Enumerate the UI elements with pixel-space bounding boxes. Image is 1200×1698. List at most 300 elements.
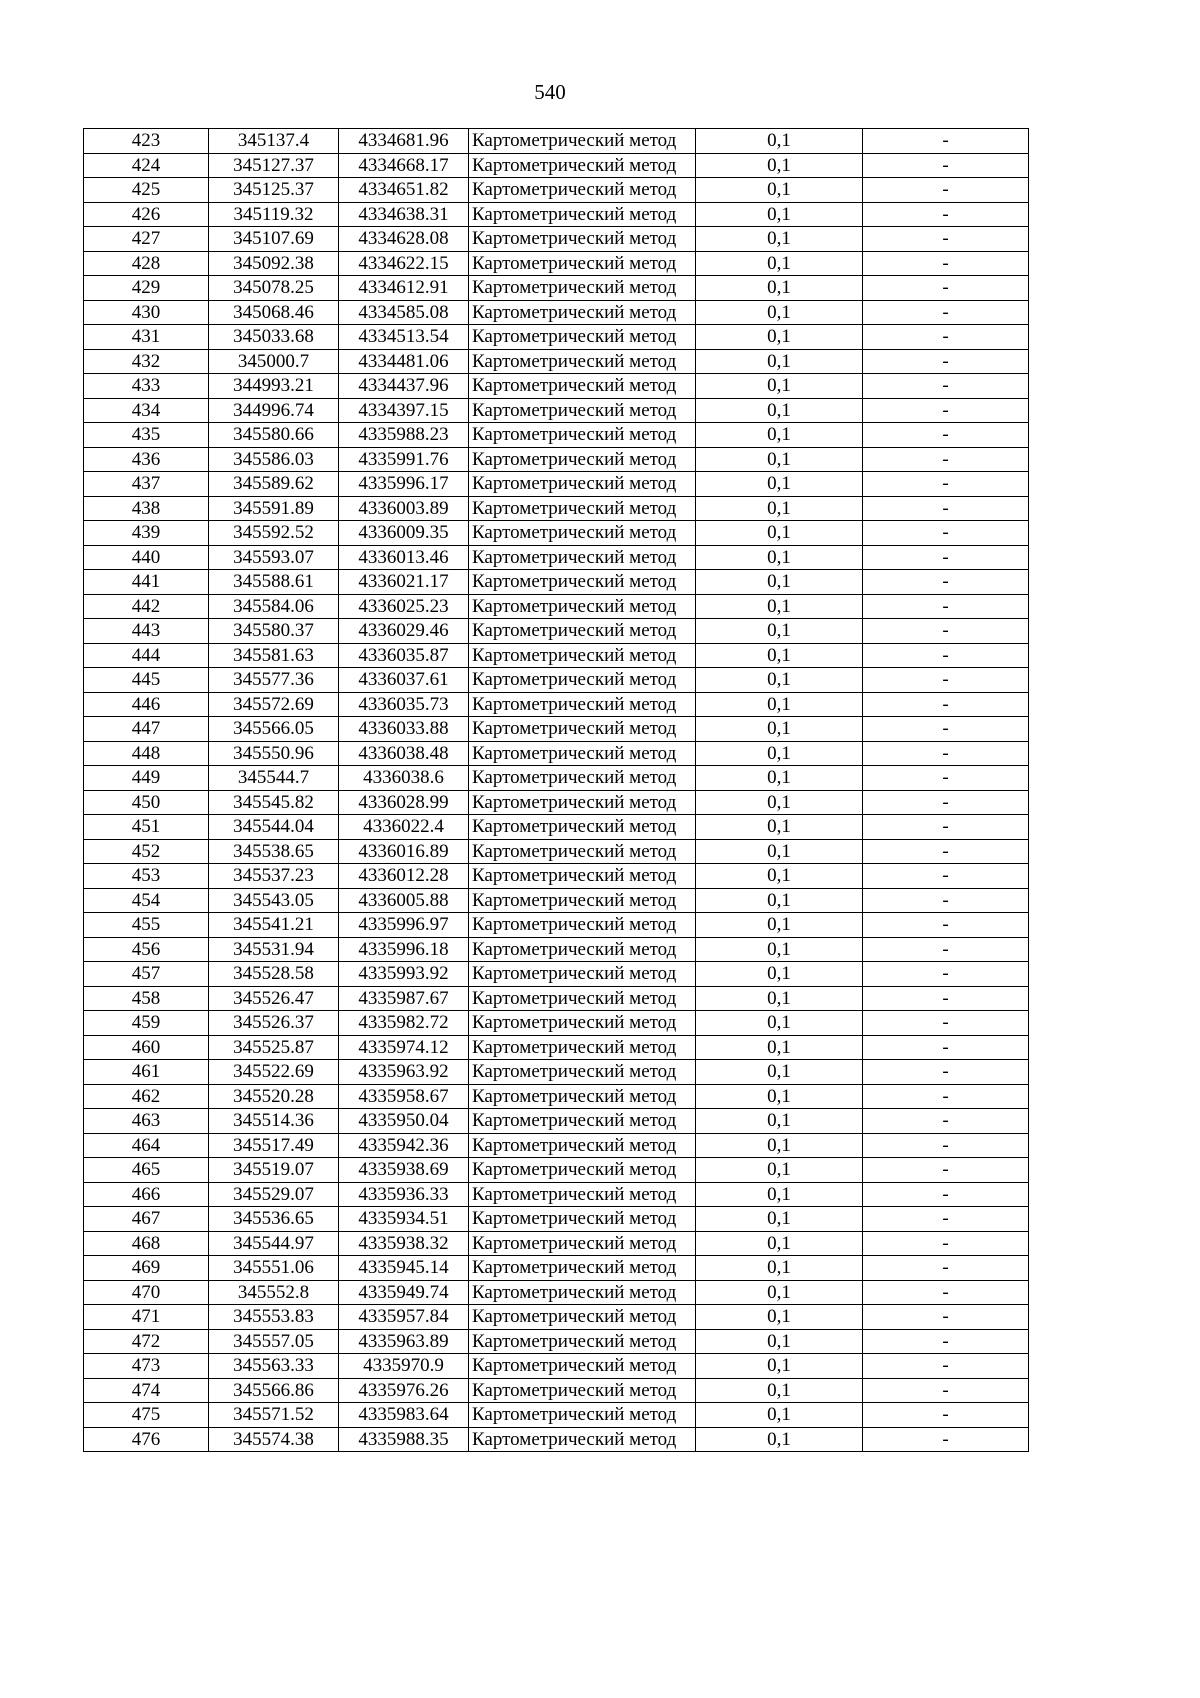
y-coordinate-cell: 4335976.26 <box>339 1378 469 1403</box>
method-cell: Картометрический метод <box>469 1280 696 1305</box>
method-cell: Картометрический метод <box>469 643 696 668</box>
note-cell: - <box>863 864 1029 889</box>
table-row <box>84 815 1029 840</box>
y-coordinate-cell: 4335942.36 <box>339 1133 469 1158</box>
note-cell: - <box>863 374 1029 399</box>
y-coordinate-cell: 4335938.69 <box>339 1158 469 1183</box>
x-coordinate-cell: 345581.63 <box>209 643 339 668</box>
method-cell: Картометрический метод <box>469 1305 696 1330</box>
note-cell: - <box>863 1280 1029 1305</box>
y-coordinate-cell: 4334437.96 <box>339 374 469 399</box>
point-number-cell: 453 <box>84 864 209 889</box>
x-coordinate-cell: 345557.05 <box>209 1329 339 1354</box>
point-number-cell: 447 <box>84 717 209 742</box>
y-coordinate-cell: 4335963.92 <box>339 1060 469 1085</box>
method-cell: Картометрический метод <box>469 619 696 644</box>
note-cell: - <box>863 594 1029 619</box>
table-row <box>84 619 1029 644</box>
x-coordinate-cell: 345592.52 <box>209 521 339 546</box>
x-coordinate-cell: 345593.07 <box>209 545 339 570</box>
method-cell: Картометрический метод <box>469 1182 696 1207</box>
note-cell: - <box>863 962 1029 987</box>
table-row <box>84 913 1029 938</box>
point-number-cell: 438 <box>84 496 209 521</box>
method-cell: Картометрический метод <box>469 864 696 889</box>
x-coordinate-cell: 345580.37 <box>209 619 339 644</box>
table-row <box>84 839 1029 864</box>
note-cell: - <box>863 1182 1029 1207</box>
note-cell: - <box>863 986 1029 1011</box>
point-number-cell: 430 <box>84 300 209 325</box>
table-row <box>84 251 1029 276</box>
point-number-cell: 464 <box>84 1133 209 1158</box>
accuracy-cell: 0,1 <box>696 251 863 276</box>
table-row <box>84 1427 1029 1452</box>
accuracy-cell: 0,1 <box>696 227 863 252</box>
point-number-cell: 428 <box>84 251 209 276</box>
accuracy-cell: 0,1 <box>696 962 863 987</box>
table-row <box>84 1060 1029 1085</box>
table-row <box>84 227 1029 252</box>
accuracy-cell: 0,1 <box>696 447 863 472</box>
y-coordinate-cell: 4336035.87 <box>339 643 469 668</box>
point-number-cell: 437 <box>84 472 209 497</box>
table-row <box>84 276 1029 301</box>
accuracy-cell: 0,1 <box>696 1256 863 1281</box>
accuracy-cell: 0,1 <box>696 1035 863 1060</box>
table-row <box>84 1378 1029 1403</box>
x-coordinate-cell: 344996.74 <box>209 398 339 423</box>
note-cell: - <box>863 349 1029 374</box>
note-cell: - <box>863 766 1029 791</box>
x-coordinate-cell: 345137.4 <box>209 129 339 154</box>
x-coordinate-cell: 345526.37 <box>209 1011 339 1036</box>
table-row <box>84 1329 1029 1354</box>
accuracy-cell: 0,1 <box>696 398 863 423</box>
x-coordinate-cell: 345577.36 <box>209 668 339 693</box>
method-cell: Картометрический метод <box>469 325 696 350</box>
method-cell: Картометрический метод <box>469 668 696 693</box>
y-coordinate-cell: 4334585.08 <box>339 300 469 325</box>
note-cell: - <box>863 1231 1029 1256</box>
y-coordinate-cell: 4335957.84 <box>339 1305 469 1330</box>
point-number-cell: 461 <box>84 1060 209 1085</box>
method-cell: Картометрический метод <box>469 1207 696 1232</box>
method-cell: Картометрический метод <box>469 741 696 766</box>
point-number-cell: 466 <box>84 1182 209 1207</box>
note-cell: - <box>863 1354 1029 1379</box>
y-coordinate-cell: 4335988.35 <box>339 1427 469 1452</box>
table-row <box>84 1305 1029 1330</box>
point-number-cell: 427 <box>84 227 209 252</box>
method-cell: Картометрический метод <box>469 1060 696 1085</box>
point-number-cell: 451 <box>84 815 209 840</box>
x-coordinate-cell: 345531.94 <box>209 937 339 962</box>
note-cell: - <box>863 839 1029 864</box>
x-coordinate-cell: 344993.21 <box>209 374 339 399</box>
x-coordinate-cell: 345544.7 <box>209 766 339 791</box>
y-coordinate-cell: 4335950.04 <box>339 1109 469 1134</box>
point-number-cell: 434 <box>84 398 209 423</box>
point-number-cell: 476 <box>84 1427 209 1452</box>
point-number-cell: 433 <box>84 374 209 399</box>
y-coordinate-cell: 4336038.6 <box>339 766 469 791</box>
method-cell: Картометрический метод <box>469 1084 696 1109</box>
method-cell: Картометрический метод <box>469 251 696 276</box>
accuracy-cell: 0,1 <box>696 496 863 521</box>
accuracy-cell: 0,1 <box>696 1280 863 1305</box>
method-cell: Картометрический метод <box>469 178 696 203</box>
method-cell: Картометрический метод <box>469 1231 696 1256</box>
note-cell: - <box>863 300 1029 325</box>
method-cell: Картометрический метод <box>469 300 696 325</box>
method-cell: Картометрический метод <box>469 472 696 497</box>
x-coordinate-cell: 345517.49 <box>209 1133 339 1158</box>
x-coordinate-cell: 345580.66 <box>209 423 339 448</box>
accuracy-cell: 0,1 <box>696 717 863 742</box>
accuracy-cell: 0,1 <box>696 1378 863 1403</box>
x-coordinate-cell: 345571.52 <box>209 1403 339 1428</box>
point-number-cell: 439 <box>84 521 209 546</box>
accuracy-cell: 0,1 <box>696 202 863 227</box>
table-row <box>84 129 1029 154</box>
method-cell: Картометрический метод <box>469 937 696 962</box>
x-coordinate-cell: 345537.23 <box>209 864 339 889</box>
method-cell: Картометрический метод <box>469 153 696 178</box>
y-coordinate-cell: 4336033.88 <box>339 717 469 742</box>
accuracy-cell: 0,1 <box>696 521 863 546</box>
x-coordinate-cell: 345525.87 <box>209 1035 339 1060</box>
accuracy-cell: 0,1 <box>696 766 863 791</box>
table-row <box>84 349 1029 374</box>
table-row <box>84 178 1029 203</box>
point-number-cell: 429 <box>84 276 209 301</box>
y-coordinate-cell: 4334681.96 <box>339 129 469 154</box>
note-cell: - <box>863 790 1029 815</box>
method-cell: Картометрический метод <box>469 790 696 815</box>
y-coordinate-cell: 4336021.17 <box>339 570 469 595</box>
y-coordinate-cell: 4336022.4 <box>339 815 469 840</box>
note-cell: - <box>863 717 1029 742</box>
y-coordinate-cell: 4334481.06 <box>339 349 469 374</box>
note-cell: - <box>863 692 1029 717</box>
table-row <box>84 668 1029 693</box>
point-number-cell: 436 <box>84 447 209 472</box>
note-cell: - <box>863 227 1029 252</box>
accuracy-cell: 0,1 <box>696 1231 863 1256</box>
method-cell: Картометрический метод <box>469 496 696 521</box>
note-cell: - <box>863 423 1029 448</box>
accuracy-cell: 0,1 <box>696 1354 863 1379</box>
x-coordinate-cell: 345092.38 <box>209 251 339 276</box>
table-row <box>84 766 1029 791</box>
point-number-cell: 474 <box>84 1378 209 1403</box>
table-row <box>84 472 1029 497</box>
note-cell: - <box>863 1011 1029 1036</box>
accuracy-cell: 0,1 <box>696 1060 863 1085</box>
method-cell: Картометрический метод <box>469 374 696 399</box>
y-coordinate-cell: 4336037.61 <box>339 668 469 693</box>
method-cell: Картометрический метод <box>469 398 696 423</box>
y-coordinate-cell: 4336035.73 <box>339 692 469 717</box>
point-number-cell: 471 <box>84 1305 209 1330</box>
table-row <box>84 398 1029 423</box>
x-coordinate-cell: 345543.05 <box>209 888 339 913</box>
x-coordinate-cell: 345107.69 <box>209 227 339 252</box>
x-coordinate-cell: 345553.83 <box>209 1305 339 1330</box>
x-coordinate-cell: 345544.97 <box>209 1231 339 1256</box>
accuracy-cell: 0,1 <box>696 545 863 570</box>
accuracy-cell: 0,1 <box>696 325 863 350</box>
note-cell: - <box>863 1060 1029 1085</box>
accuracy-cell: 0,1 <box>696 472 863 497</box>
point-number-cell: 440 <box>84 545 209 570</box>
method-cell: Картометрический метод <box>469 202 696 227</box>
note-cell: - <box>863 153 1029 178</box>
x-coordinate-cell: 345591.89 <box>209 496 339 521</box>
x-coordinate-cell: 345588.61 <box>209 570 339 595</box>
point-number-cell: 457 <box>84 962 209 987</box>
method-cell: Картометрический метод <box>469 594 696 619</box>
x-coordinate-cell: 345119.32 <box>209 202 339 227</box>
point-number-cell: 424 <box>84 153 209 178</box>
accuracy-cell: 0,1 <box>696 986 863 1011</box>
y-coordinate-cell: 4334397.15 <box>339 398 469 423</box>
table-row <box>84 1207 1029 1232</box>
note-cell: - <box>863 741 1029 766</box>
x-coordinate-cell: 345551.06 <box>209 1256 339 1281</box>
note-cell: - <box>863 937 1029 962</box>
point-number-cell: 432 <box>84 349 209 374</box>
point-number-cell: 459 <box>84 1011 209 1036</box>
note-cell: - <box>863 325 1029 350</box>
accuracy-cell: 0,1 <box>696 129 863 154</box>
accuracy-cell: 0,1 <box>696 1329 863 1354</box>
note-cell: - <box>863 276 1029 301</box>
point-number-cell: 426 <box>84 202 209 227</box>
method-cell: Картометрический метод <box>469 1427 696 1452</box>
note-cell: - <box>863 1305 1029 1330</box>
note-cell: - <box>863 398 1029 423</box>
accuracy-cell: 0,1 <box>696 1427 863 1452</box>
table-row <box>84 864 1029 889</box>
table-row <box>84 545 1029 570</box>
point-number-cell: 431 <box>84 325 209 350</box>
point-number-cell: 473 <box>84 1354 209 1379</box>
point-number-cell: 458 <box>84 986 209 1011</box>
accuracy-cell: 0,1 <box>696 839 863 864</box>
method-cell: Картометрический метод <box>469 349 696 374</box>
y-coordinate-cell: 4334622.15 <box>339 251 469 276</box>
note-cell: - <box>863 1133 1029 1158</box>
method-cell: Картометрический метод <box>469 1109 696 1134</box>
table-row <box>84 1035 1029 1060</box>
note-cell: - <box>863 643 1029 668</box>
table-row <box>84 717 1029 742</box>
table-row <box>84 521 1029 546</box>
table-row <box>84 1354 1029 1379</box>
y-coordinate-cell: 4336025.23 <box>339 594 469 619</box>
table-row <box>84 300 1029 325</box>
method-cell: Картометрический метод <box>469 839 696 864</box>
method-cell: Картометрический метод <box>469 1158 696 1183</box>
accuracy-cell: 0,1 <box>696 300 863 325</box>
point-number-cell: 463 <box>84 1109 209 1134</box>
note-cell: - <box>863 496 1029 521</box>
y-coordinate-cell: 4335974.12 <box>339 1035 469 1060</box>
table-row <box>84 1256 1029 1281</box>
table-row <box>84 1133 1029 1158</box>
note-cell: - <box>863 521 1029 546</box>
coordinates-table-body <box>84 129 1029 1452</box>
x-coordinate-cell: 345519.07 <box>209 1158 339 1183</box>
table-row <box>84 325 1029 350</box>
note-cell: - <box>863 668 1029 693</box>
y-coordinate-cell: 4335938.32 <box>339 1231 469 1256</box>
y-coordinate-cell: 4334513.54 <box>339 325 469 350</box>
method-cell: Картометрический метод <box>469 1256 696 1281</box>
y-coordinate-cell: 4335993.92 <box>339 962 469 987</box>
y-coordinate-cell: 4334628.08 <box>339 227 469 252</box>
point-number-cell: 449 <box>84 766 209 791</box>
point-number-cell: 444 <box>84 643 209 668</box>
method-cell: Картометрический метод <box>469 447 696 472</box>
y-coordinate-cell: 4335970.9 <box>339 1354 469 1379</box>
point-number-cell: 455 <box>84 913 209 938</box>
x-coordinate-cell: 345078.25 <box>209 276 339 301</box>
method-cell: Картометрический метод <box>469 227 696 252</box>
table-row <box>84 962 1029 987</box>
table-row <box>84 496 1029 521</box>
y-coordinate-cell: 4335934.51 <box>339 1207 469 1232</box>
point-number-cell: 472 <box>84 1329 209 1354</box>
accuracy-cell: 0,1 <box>696 643 863 668</box>
accuracy-cell: 0,1 <box>696 741 863 766</box>
method-cell: Картометрический метод <box>469 1133 696 1158</box>
table-row <box>84 1280 1029 1305</box>
accuracy-cell: 0,1 <box>696 423 863 448</box>
method-cell: Картометрический метод <box>469 1329 696 1354</box>
x-coordinate-cell: 345566.05 <box>209 717 339 742</box>
x-coordinate-cell: 345033.68 <box>209 325 339 350</box>
point-number-cell: 454 <box>84 888 209 913</box>
note-cell: - <box>863 202 1029 227</box>
accuracy-cell: 0,1 <box>696 1133 863 1158</box>
method-cell: Картометрический метод <box>469 276 696 301</box>
point-number-cell: 470 <box>84 1280 209 1305</box>
accuracy-cell: 0,1 <box>696 1158 863 1183</box>
table-row <box>84 202 1029 227</box>
x-coordinate-cell: 345584.06 <box>209 594 339 619</box>
table-row <box>84 1084 1029 1109</box>
x-coordinate-cell: 345538.65 <box>209 839 339 864</box>
method-cell: Картометрический метод <box>469 1403 696 1428</box>
x-coordinate-cell: 345529.07 <box>209 1182 339 1207</box>
accuracy-cell: 0,1 <box>696 1182 863 1207</box>
point-number-cell: 425 <box>84 178 209 203</box>
accuracy-cell: 0,1 <box>696 692 863 717</box>
method-cell: Картометрический метод <box>469 692 696 717</box>
table-row <box>84 570 1029 595</box>
method-cell: Картометрический метод <box>469 1035 696 1060</box>
point-number-cell: 423 <box>84 129 209 154</box>
note-cell: - <box>863 251 1029 276</box>
note-cell: - <box>863 1427 1029 1452</box>
y-coordinate-cell: 4335987.67 <box>339 986 469 1011</box>
method-cell: Картометрический метод <box>469 1011 696 1036</box>
accuracy-cell: 0,1 <box>696 178 863 203</box>
y-coordinate-cell: 4334612.91 <box>339 276 469 301</box>
note-cell: - <box>863 545 1029 570</box>
accuracy-cell: 0,1 <box>696 1084 863 1109</box>
table-row <box>84 447 1029 472</box>
x-coordinate-cell: 345127.37 <box>209 153 339 178</box>
accuracy-cell: 0,1 <box>696 1207 863 1232</box>
x-coordinate-cell: 345536.65 <box>209 1207 339 1232</box>
method-cell: Картометрический метод <box>469 423 696 448</box>
accuracy-cell: 0,1 <box>696 815 863 840</box>
y-coordinate-cell: 4336009.35 <box>339 521 469 546</box>
note-cell: - <box>863 1378 1029 1403</box>
y-coordinate-cell: 4334638.31 <box>339 202 469 227</box>
y-coordinate-cell: 4336028.99 <box>339 790 469 815</box>
x-coordinate-cell: 345545.82 <box>209 790 339 815</box>
y-coordinate-cell: 4335936.33 <box>339 1182 469 1207</box>
note-cell: - <box>863 1158 1029 1183</box>
accuracy-cell: 0,1 <box>696 349 863 374</box>
point-number-cell: 462 <box>84 1084 209 1109</box>
method-cell: Картометрический метод <box>469 913 696 938</box>
x-coordinate-cell: 345586.03 <box>209 447 339 472</box>
x-coordinate-cell: 345574.38 <box>209 1427 339 1452</box>
x-coordinate-cell: 345541.21 <box>209 913 339 938</box>
method-cell: Картометрический метод <box>469 570 696 595</box>
x-coordinate-cell: 345566.86 <box>209 1378 339 1403</box>
method-cell: Картометрический метод <box>469 717 696 742</box>
note-cell: - <box>863 1084 1029 1109</box>
y-coordinate-cell: 4335958.67 <box>339 1084 469 1109</box>
y-coordinate-cell: 4335996.17 <box>339 472 469 497</box>
point-number-cell: 468 <box>84 1231 209 1256</box>
point-number-cell: 465 <box>84 1158 209 1183</box>
x-coordinate-cell: 345125.37 <box>209 178 339 203</box>
note-cell: - <box>863 1329 1029 1354</box>
table-row <box>84 1403 1029 1428</box>
x-coordinate-cell: 345514.36 <box>209 1109 339 1134</box>
x-coordinate-cell: 345000.7 <box>209 349 339 374</box>
y-coordinate-cell: 4335949.74 <box>339 1280 469 1305</box>
table-row <box>84 1231 1029 1256</box>
method-cell: Картометрический метод <box>469 815 696 840</box>
method-cell: Картометрический метод <box>469 129 696 154</box>
y-coordinate-cell: 4335982.72 <box>339 1011 469 1036</box>
note-cell: - <box>863 472 1029 497</box>
y-coordinate-cell: 4336012.28 <box>339 864 469 889</box>
table-row <box>84 153 1029 178</box>
point-number-cell: 450 <box>84 790 209 815</box>
method-cell: Картометрический метод <box>469 766 696 791</box>
table-row <box>84 986 1029 1011</box>
point-number-cell: 443 <box>84 619 209 644</box>
note-cell: - <box>863 129 1029 154</box>
x-coordinate-cell: 345528.58 <box>209 962 339 987</box>
x-coordinate-cell: 345563.33 <box>209 1354 339 1379</box>
y-coordinate-cell: 4334651.82 <box>339 178 469 203</box>
note-cell: - <box>863 178 1029 203</box>
note-cell: - <box>863 570 1029 595</box>
point-number-cell: 456 <box>84 937 209 962</box>
x-coordinate-cell: 345589.62 <box>209 472 339 497</box>
